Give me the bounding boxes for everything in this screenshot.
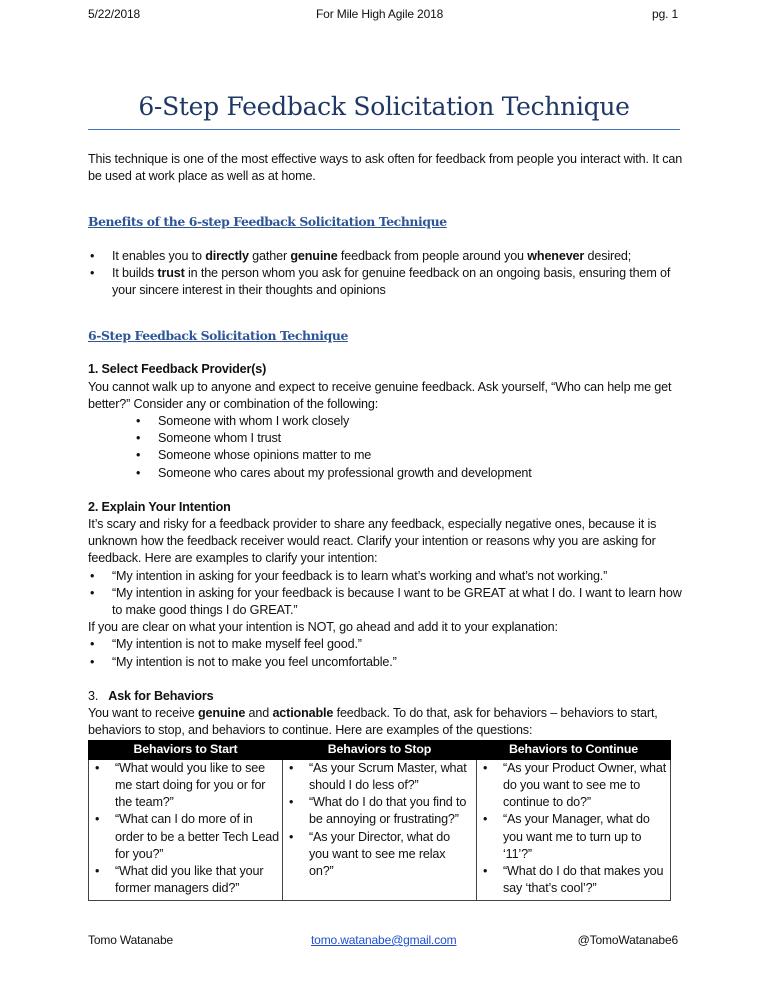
column-header: Behaviors to Stop — [283, 741, 477, 759]
text-segment: You want to receive — [88, 706, 198, 721]
footer-author: Tomo Watanabe — [88, 933, 173, 947]
text-segment: It builds — [112, 265, 158, 280]
bold-text: genuine — [197, 706, 246, 721]
step3-title — [88, 688, 684, 705]
text-segment: desired; — [584, 248, 632, 263]
benefits-list — [88, 248, 684, 300]
list-item: • “As your Director, what do you want to see me relax on?” — [283, 829, 473, 881]
title-rule — [88, 129, 680, 130]
footer-handle: @TomoWatanabe6 — [577, 933, 678, 947]
step3-text — [88, 705, 684, 739]
text-segment: in the person whom you ask for genuine feedback on an ongoing basis, ensuring them of your sincere interest in their thoughts and opinions — [112, 265, 671, 298]
bold-text: genuine — [290, 248, 338, 263]
list-item: • “What do I do that you find to be annoying or frustrating?” — [283, 794, 473, 828]
text-segment: feedback from people around you — [337, 248, 528, 263]
list-item: • “My intention in asking for your feedback is to learn what’s working and what’s not working.” — [88, 568, 684, 585]
list-item: • Someone whose opinions matter to me — [88, 447, 684, 464]
header-date: 5/22/2018 — [88, 7, 141, 21]
header-page: pg. 1 — [652, 7, 678, 21]
step2-text: It’s scary and risky for a feedback provider to share any feedback, especially negative ones, because it is unknown how the feedback receiver would react. Clarify your intention or reasons why you are asking for feedback. Here are examples to clarify your intention: — [88, 517, 657, 566]
step1-text: You cannot walk up to anyone and expect to receive genuine feedback. Ask yourself, “Who can help me get better?” Consider any or combination of the following: — [88, 379, 672, 411]
technique-heading: 6-Step Feedback Solicitation Technique — [88, 328, 348, 344]
list-item — [88, 248, 684, 265]
step1-list — [88, 413, 684, 482]
document-body — [88, 151, 684, 901]
table-cell — [283, 759, 477, 901]
list-item: • Someone whom I trust — [88, 430, 684, 447]
question-list — [477, 760, 667, 898]
step2-list2 — [88, 636, 684, 670]
page-header — [88, 7, 678, 23]
table-cell — [89, 759, 283, 901]
step1-title: 1. Select Feedback Provider(s) — [88, 362, 267, 377]
document-title: 6-Step Feedback Solicitation Technique — [138, 92, 630, 121]
intro-text: This technique is one of the most effective ways to ask often for feedback from people you interact with. It can be used at work place as well as at home. — [88, 152, 683, 184]
list-item: • “As your Scrum Master, what should I do less of?” — [283, 760, 473, 794]
list-item: • “My intention in asking for your feedback is because I want to be GREAT at what I do. I want to learn how to make good things I do GREAT.” — [88, 585, 684, 619]
list-item: • “What do I do that makes you say ‘that’s cool’?” — [477, 863, 667, 897]
bold-text: trust — [157, 265, 185, 280]
list-item: • Someone who cares about my professional growth and development — [88, 465, 684, 482]
question-list — [89, 760, 279, 898]
bold-text: whenever — [527, 248, 585, 263]
text-segment: feedback. To do that, ask for behaviors – behaviors to start, behaviors to stop, and behaviors to continue. Here are examples of the questions: — [88, 706, 658, 738]
list-item: • “My intention is not to make you feel uncomfortable.” — [88, 654, 684, 671]
step2-text2: If you are clear on what your intention is NOT, go ahead and add it to your explanation: — [88, 620, 558, 635]
bold-text: actionable — [272, 706, 334, 721]
table-cell — [477, 759, 671, 901]
text-segment: It enables you to — [112, 248, 206, 263]
header-event: For Mile High Agile 2018 — [316, 7, 444, 21]
list-item: • “What can I do more of in order to be a better Tech Lead for you?” — [89, 811, 279, 863]
behaviors-table — [88, 740, 671, 901]
footer-email-link[interactable]: tomo.watanabe@gmail.com — [311, 933, 457, 947]
step2-list — [88, 568, 684, 620]
list-item — [88, 265, 684, 299]
text-segment: gather — [248, 248, 291, 263]
list-item: • “What did you like that your former managers did?” — [89, 863, 279, 897]
step2-title: 2. Explain Your Intention — [88, 499, 231, 514]
text-segment: and — [245, 706, 273, 721]
bold-text: directly — [205, 248, 249, 263]
list-item: • Someone with whom I work closely — [88, 413, 684, 430]
benefits-heading: Benefits of the 6-step Feedback Solicitation Technique — [88, 214, 447, 230]
step3-title-text: Ask for Behaviors — [108, 688, 214, 703]
list-item: • “What would you like to see me start doing for you or for the team?” — [89, 760, 279, 812]
step3-number: 3. — [88, 688, 109, 703]
question-list — [283, 760, 473, 880]
column-header: Behaviors to Continue — [477, 741, 671, 759]
list-item: • “As your Product Owner, what do you want to see me to continue to do?” — [477, 760, 667, 812]
list-item: • “As your Manager, what do you want me to turn up to ‘11’?” — [477, 811, 667, 863]
column-header: Behaviors to Start — [89, 741, 283, 759]
list-item: • “My intention is not to make myself feel good.” — [88, 636, 684, 653]
